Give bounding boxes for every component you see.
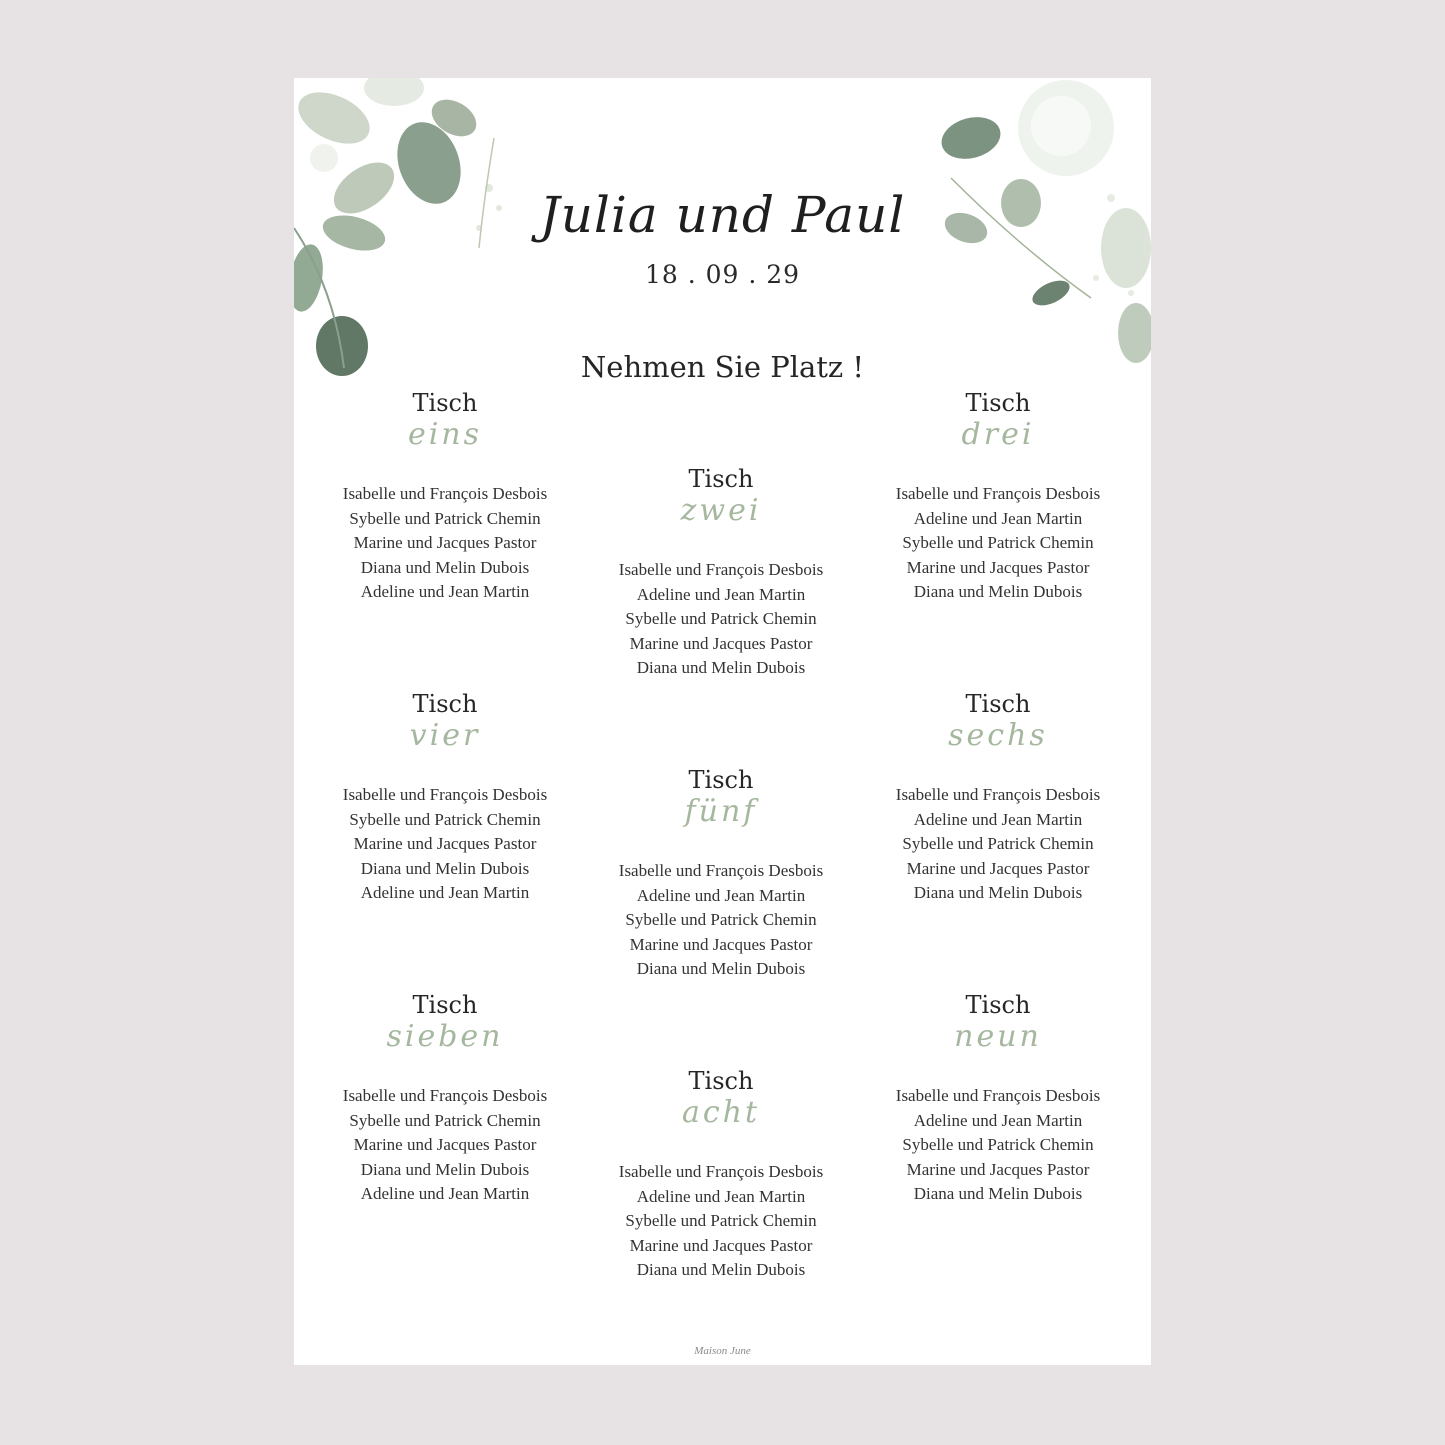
guest-entry: Diana und Melin Dubois: [360, 557, 530, 577]
table-number: zwei: [680, 493, 762, 528]
table-label: Tisch: [688, 1067, 754, 1095]
guest-entry: Adeline und Jean Martin: [360, 582, 530, 601]
table-card-5: [576, 765, 866, 982]
guest-entry: Diana und Melin Dubois: [360, 858, 530, 878]
table-number: vier: [409, 718, 481, 753]
guest-entry: Diana und Melin Dubois: [913, 582, 1083, 601]
table-label: Tisch: [965, 991, 1031, 1019]
guest-entry: Sybelle und Patrick Chemin: [349, 508, 541, 528]
guest-entry: Sybelle und Patrick Chemin: [902, 1135, 1094, 1154]
guest-entry: Diana und Melin Dubois: [636, 1260, 806, 1279]
guest-entry: Isabelle und François Desbois: [342, 484, 548, 503]
table-label: Tisch: [965, 690, 1031, 718]
table-number: neun: [954, 1019, 1042, 1054]
guest-entry: Marine und Jacques Pastor: [906, 1159, 1090, 1179]
table-number: sechs: [948, 718, 1048, 753]
guest-entry: Isabelle und François Desbois: [618, 560, 824, 579]
table-card-7: [300, 990, 590, 1207]
seating-chart-poster: [294, 78, 1151, 1365]
guest-list: [576, 1160, 866, 1283]
table-card-1: [300, 388, 590, 605]
table-label: Tisch: [688, 766, 754, 794]
table-number: eins: [407, 417, 483, 452]
guest-entry: Sybelle und Patrick Chemin: [625, 1211, 817, 1230]
guest-entry: Diana und Melin Dubois: [913, 883, 1083, 902]
table-card-9: [853, 990, 1143, 1207]
guest-entry: Sybelle und Patrick Chemin: [625, 910, 817, 929]
guest-entry: Adeline und Jean Martin: [913, 508, 1083, 528]
guest-list: [300, 1084, 590, 1207]
guest-list: [853, 1084, 1143, 1207]
table-number: acht: [681, 1095, 761, 1130]
guest-list: [576, 558, 866, 681]
table-number: drei: [961, 417, 1035, 452]
guest-entry: Diana und Melin Dubois: [913, 1184, 1083, 1203]
guest-entry: Adeline und Jean Martin: [636, 1186, 806, 1206]
guest-entry: Sybelle und Patrick Chemin: [349, 809, 541, 829]
table-card-2: [576, 464, 866, 681]
table-label: Tisch: [412, 991, 478, 1019]
guest-entry: Diana und Melin Dubois: [636, 959, 806, 978]
guest-list: [853, 482, 1143, 605]
guest-entry: Marine und Jacques Pastor: [353, 834, 537, 853]
guest-entry: Diana und Melin Dubois: [360, 1159, 530, 1179]
guest-list: [300, 482, 590, 605]
guest-entry: Marine und Jacques Pastor: [906, 858, 1090, 878]
table-number: sieben: [386, 1019, 504, 1054]
guest-entry: Adeline und Jean Martin: [360, 1184, 530, 1203]
guest-entry: Isabelle und François Desbois: [342, 785, 548, 804]
table-card-6: [853, 689, 1143, 906]
guest-entry: Marine und Jacques Pastor: [629, 934, 813, 954]
guest-entry: Isabelle und François Desbois: [618, 861, 824, 880]
guest-list: [300, 783, 590, 906]
table-card-4: [300, 689, 590, 906]
guest-entry: Diana und Melin Dubois: [636, 658, 806, 677]
guest-list: [853, 783, 1143, 906]
guest-entry: Isabelle und François Desbois: [895, 484, 1101, 503]
table-number: fünf: [684, 794, 758, 829]
guest-entry: Isabelle und François Desbois: [895, 1086, 1101, 1105]
guest-entry: Isabelle und François Desbois: [342, 1086, 548, 1105]
table-label: Tisch: [688, 465, 754, 493]
guest-entry: Adeline und Jean Martin: [360, 883, 530, 902]
guest-entry: Sybelle und Patrick Chemin: [902, 834, 1094, 853]
brand-footer: Maison June: [694, 1345, 751, 1357]
guest-entry: Marine und Jacques Pastor: [353, 1135, 537, 1154]
table-card-8: [576, 1066, 866, 1283]
guest-list: [576, 859, 866, 982]
guest-entry: Sybelle und Patrick Chemin: [349, 1110, 541, 1130]
guest-entry: Adeline und Jean Martin: [636, 885, 806, 905]
guest-entry: Marine und Jacques Pastor: [906, 557, 1090, 577]
guest-entry: Sybelle und Patrick Chemin: [625, 609, 817, 628]
guest-entry: Adeline und Jean Martin: [913, 809, 1083, 829]
guest-entry: Marine und Jacques Pastor: [353, 533, 537, 552]
seating-heading: Nehmen Sie Platz !: [580, 350, 865, 384]
table-card-3: [853, 388, 1143, 605]
guest-entry: Isabelle und François Desbois: [618, 1162, 824, 1181]
guest-entry: Marine und Jacques Pastor: [629, 633, 813, 653]
guest-entry: Adeline und Jean Martin: [913, 1110, 1083, 1130]
guest-entry: Isabelle und François Desbois: [895, 785, 1101, 804]
table-label: Tisch: [412, 690, 478, 718]
table-label: Tisch: [965, 389, 1031, 417]
couple-names-title: Julia und Paul: [539, 186, 906, 244]
guest-entry: Sybelle und Patrick Chemin: [902, 533, 1094, 552]
guest-entry: Adeline und Jean Martin: [636, 584, 806, 604]
guest-entry: Marine und Jacques Pastor: [629, 1235, 813, 1255]
table-label: Tisch: [412, 389, 478, 417]
wedding-date: 18 . 09 . 29: [644, 260, 801, 289]
